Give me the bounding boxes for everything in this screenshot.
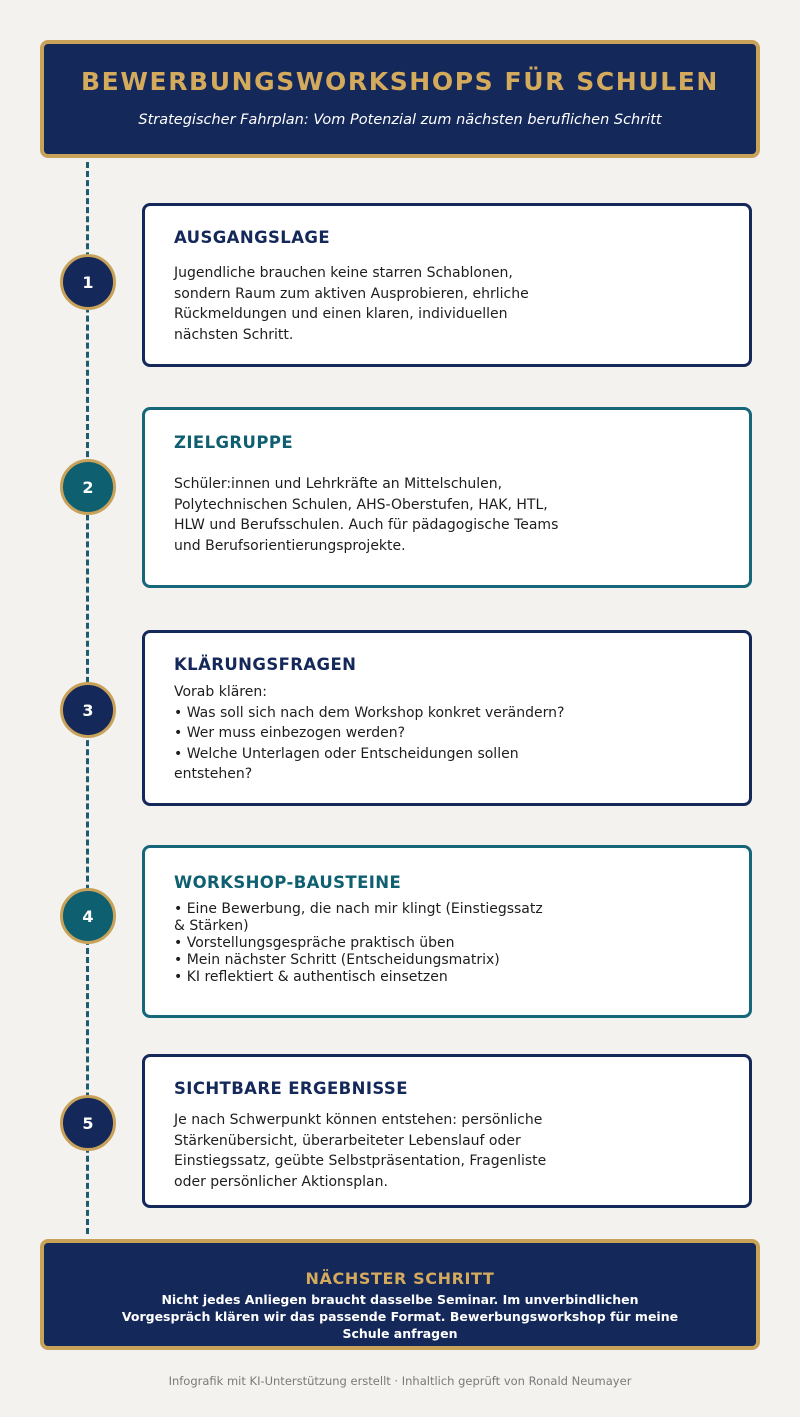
step-text-line: Einstiegssatz, geübte Selbstpräsentation, Fragenliste xyxy=(174,1153,547,1169)
credit-line: Infografik mit KI-Unterstützung erstellt · Inhaltlich geprüft von Ronald Neumayer xyxy=(168,1374,632,1388)
step-text-line: • KI reflektiert & authentisch einsetzen xyxy=(174,969,448,985)
step-text-line: sondern Raum zum aktiven Ausprobieren, ehrliche xyxy=(174,285,529,302)
step-text-line: • Welche Unterlagen oder Entscheidungen sollen xyxy=(174,745,519,762)
step-number: 5 xyxy=(82,1113,94,1133)
step-number: 4 xyxy=(82,906,94,926)
step-title: KLÄRUNGSFRAGEN xyxy=(174,655,357,674)
page-title: BEWERBUNGSWORKSHOPS FÜR SCHULEN xyxy=(81,67,719,96)
next-step-banner xyxy=(40,1239,760,1350)
step-text-line: Rückmeldungen und einen klaren, individuellen xyxy=(174,306,508,322)
step-text-line: • Vorstellungsgespräche praktisch üben xyxy=(174,935,455,951)
step-text-line: Polytechnischen Schulen, AHS-Oberstufen, HAK, HTL, xyxy=(174,496,548,513)
step-text-line: • Eine Bewerbung, die nach mir klingt (Einstiegssatz xyxy=(174,901,543,917)
step-card-klaerungsfragen xyxy=(142,630,752,806)
step-text-line: oder persönlicher Aktionsplan. xyxy=(174,1173,388,1190)
step-text-line: und Berufsorientierungsprojekte. xyxy=(174,537,406,554)
step-number-badge xyxy=(60,888,116,944)
step-text xyxy=(174,682,564,785)
step-number: 1 xyxy=(82,272,94,292)
step-number-badge xyxy=(60,1095,116,1151)
next-step-title: NÄCHSTER SCHRITT xyxy=(305,1269,495,1288)
step-text-line: Schüler:innen und Lehrkräfte an Mittelschulen, xyxy=(174,476,503,492)
step-card-workshop-bausteine xyxy=(142,845,752,1018)
next-step-text-line: Schule anfragen xyxy=(342,1326,458,1341)
header-banner xyxy=(40,40,760,158)
step-number: 2 xyxy=(82,477,94,497)
step-text-line: HLW und Berufsschulen. Auch für pädagogische Teams xyxy=(174,517,559,533)
step-title: WORKSHOP-BAUSTEINE xyxy=(174,873,402,892)
next-step-text-line: Vorgespräch klären wir das passende Format. Bewerbungsworkshop für meine xyxy=(121,1309,679,1324)
step-text-line: entstehen? xyxy=(174,766,253,782)
step-number-badge xyxy=(60,459,116,515)
step-text-line: Stärkenübersicht, überarbeiteter Lebenslauf oder xyxy=(174,1132,521,1149)
step-text xyxy=(174,901,543,986)
step-card-sichtbare-ergebnisse xyxy=(142,1054,752,1208)
step-text-line: Jugendliche brauchen keine starren Schablonen, xyxy=(174,265,513,281)
step-text-line: Vorab klären: xyxy=(174,684,267,700)
step-title: SICHTBARE ERGEBNISSE xyxy=(174,1079,408,1098)
step-number: 3 xyxy=(82,700,94,720)
step-text-line: • Was soll sich nach dem Workshop konkret verändern? xyxy=(174,704,565,721)
step-number-badge xyxy=(60,254,116,310)
step-title: AUSGANGSLAGE xyxy=(174,228,330,247)
step-text-line: & Stärken) xyxy=(174,918,249,934)
step-text xyxy=(174,1110,546,1192)
step-card-ausgangslage xyxy=(142,203,752,367)
step-text-line: Je nach Schwerpunkt können entstehen: persönliche xyxy=(174,1112,543,1128)
step-number-badge xyxy=(60,682,116,738)
step-text-line: • Mein nächster Schritt (Entscheidungsmatrix) xyxy=(174,952,500,968)
step-text xyxy=(174,263,529,345)
next-step-text xyxy=(44,1291,756,1342)
step-text-line: nächsten Schritt. xyxy=(174,326,294,343)
page-subtitle: Strategischer Fahrplan: Vom Potenzial zum nächsten beruflichen Schritt xyxy=(138,112,662,128)
next-step-text-line: Nicht jedes Anliegen braucht dasselbe Seminar. Im unverbindlichen xyxy=(161,1292,639,1307)
step-title: ZIELGRUPPE xyxy=(174,433,293,452)
step-card-zielgruppe xyxy=(142,407,752,588)
step-text-line: • Wer muss einbezogen werden? xyxy=(174,725,406,741)
step-text xyxy=(174,474,558,556)
